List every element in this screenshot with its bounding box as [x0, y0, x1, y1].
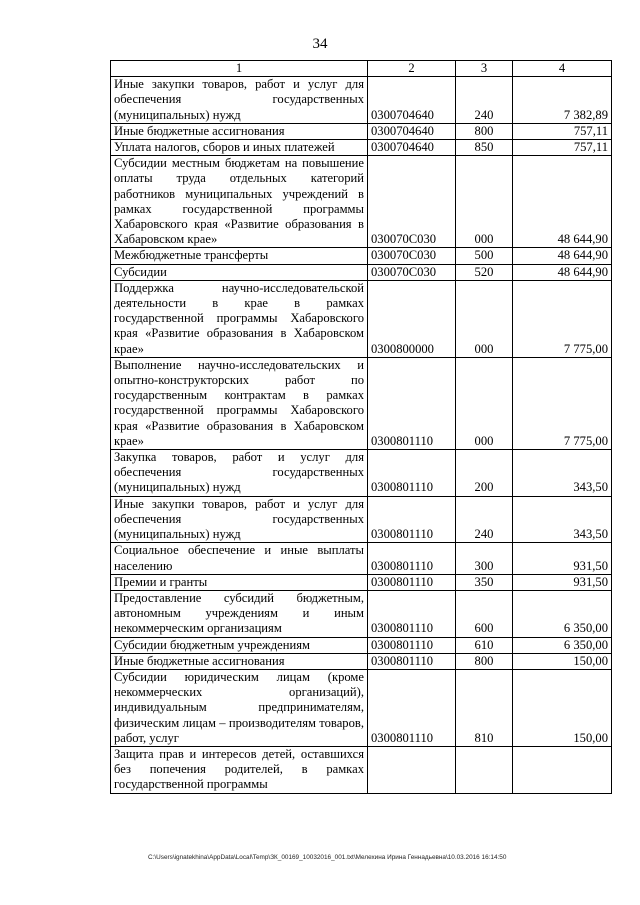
table-header-row: [111, 61, 612, 77]
row-code-cell: 0300704640: [368, 77, 456, 124]
row-sum-cell: 48 644,90: [513, 156, 612, 248]
row-sum-cell: 150,00: [513, 669, 612, 746]
table-row: [111, 248, 612, 264]
row-code-cell: 0300801110: [368, 653, 456, 669]
table-row: [111, 496, 612, 543]
row-sum-cell: 7 382,89: [513, 77, 612, 124]
row-sum-cell: [513, 746, 612, 793]
table-row: [111, 637, 612, 653]
row-code-cell: 0300801110: [368, 574, 456, 590]
row-name-cell: Социальное обеспечение и иные выплаты населению: [111, 543, 368, 574]
row-expense-type-cell: 240: [456, 496, 513, 543]
row-sum-cell: 757,11: [513, 140, 612, 156]
row-name-cell: Поддержка научно-исследовательской деятельности в крае в рамках государственной программы Хабаровского края «Развитие образования в Хабаровском крае»: [111, 280, 368, 357]
row-name-cell: Предоставление субсидий бюджетным, автономным учреждениям и иным некоммерческим организациям: [111, 590, 368, 637]
row-sum-cell: 343,50: [513, 496, 612, 543]
row-sum-cell: 48 644,90: [513, 248, 612, 264]
row-expense-type-cell: 810: [456, 669, 513, 746]
row-code-cell: 0300704640: [368, 140, 456, 156]
table-row: [111, 450, 612, 497]
row-name-cell: Закупка товаров, работ и услуг для обеспечения государственных (муниципальных) нужд: [111, 450, 368, 497]
row-name-cell: Субсидии юридическим лицам (кроме некоммерческих организаций), индивидуальным предпринимателям, физическим лицам – производителям товаров, работ, услуг: [111, 669, 368, 746]
row-expense-type-cell: 850: [456, 140, 513, 156]
row-code-cell: 0300801110: [368, 669, 456, 746]
row-sum-cell: 757,11: [513, 123, 612, 139]
row-code-cell: 0300801110: [368, 450, 456, 497]
row-name-cell: Субсидии бюджетным учреждениям: [111, 637, 368, 653]
row-code-cell: 0300801110: [368, 543, 456, 574]
row-expense-type-cell: 800: [456, 123, 513, 139]
row-expense-type-cell: 350: [456, 574, 513, 590]
row-expense-type-cell: 000: [456, 357, 513, 449]
row-name-cell: Премии и гранты: [111, 574, 368, 590]
column-header: 1: [111, 61, 368, 77]
row-code-cell: 0300800000: [368, 280, 456, 357]
budget-table: [110, 60, 612, 794]
row-name-cell: Защита прав и интересов детей, оставшихся без попечения родителей, в рамках государственной программы: [111, 746, 368, 793]
row-expense-type-cell: 240: [456, 77, 513, 124]
table-row: [111, 669, 612, 746]
row-name-cell: Межбюджетные трансферты: [111, 248, 368, 264]
row-sum-cell: 7 775,00: [513, 280, 612, 357]
row-expense-type-cell: 800: [456, 653, 513, 669]
row-expense-type-cell: 500: [456, 248, 513, 264]
table-row: [111, 123, 612, 139]
row-code-cell: 0300801110: [368, 357, 456, 449]
row-code-cell: 0300801110: [368, 637, 456, 653]
row-name-cell: Субсидии местным бюджетам на повышение оплаты труда отдельных категорий работников муниципальных учреждений в рамках государственной программы Хабаровского края «Развитие образования в Хабаровском крае»: [111, 156, 368, 248]
table-row: [111, 77, 612, 124]
row-name-cell: Иные закупки товаров, работ и услуг для обеспечения государственных (муниципальных) нужд: [111, 77, 368, 124]
row-sum-cell: 150,00: [513, 653, 612, 669]
row-sum-cell: 931,50: [513, 574, 612, 590]
row-name-cell: Субсидии: [111, 264, 368, 280]
table-row: [111, 590, 612, 637]
table-row: [111, 543, 612, 574]
row-expense-type-cell: 610: [456, 637, 513, 653]
row-sum-cell: 6 350,00: [513, 590, 612, 637]
file-path-footer: C:\Users\ignatekhina\AppData\Local\Temp\ЗК_00169_10032016_001.txt\Мелехина Ирина Геннадьевна\10.03.2016 16:14:50: [148, 854, 507, 861]
row-sum-cell: 6 350,00: [513, 637, 612, 653]
row-expense-type-cell: 520: [456, 264, 513, 280]
table-row: [111, 140, 612, 156]
row-sum-cell: 343,50: [513, 450, 612, 497]
table-row: [111, 653, 612, 669]
table-row: [111, 574, 612, 590]
column-header: 3: [456, 61, 513, 77]
table-row: [111, 357, 612, 449]
row-code-cell: [368, 746, 456, 793]
table-row: [111, 264, 612, 280]
row-name-cell: Иные бюджетные ассигнования: [111, 653, 368, 669]
row-name-cell: Иные закупки товаров, работ и услуг для обеспечения государственных (муниципальных) нужд: [111, 496, 368, 543]
row-expense-type-cell: 200: [456, 450, 513, 497]
row-code-cell: 0300801110: [368, 496, 456, 543]
column-header: 2: [368, 61, 456, 77]
row-name-cell: Выполнение научно-исследовательских и опытно-конструкторских работ по государственным контрактам в рамках государственной программы Хабаровского края «Развитие образования в Хабаровском крае»: [111, 357, 368, 449]
row-expense-type-cell: 000: [456, 156, 513, 248]
row-sum-cell: 48 644,90: [513, 264, 612, 280]
row-sum-cell: 931,50: [513, 543, 612, 574]
row-code-cell: 030070С030: [368, 156, 456, 248]
row-code-cell: 0300801110: [368, 590, 456, 637]
column-header: 4: [513, 61, 612, 77]
row-code-cell: 030070С030: [368, 248, 456, 264]
page-number: 34: [312, 36, 328, 52]
row-name-cell: Уплата налогов, сборов и иных платежей: [111, 140, 368, 156]
table-row: [111, 156, 612, 248]
table-row: [111, 280, 612, 357]
row-code-cell: 030070С030: [368, 264, 456, 280]
row-code-cell: 0300704640: [368, 123, 456, 139]
row-expense-type-cell: [456, 746, 513, 793]
row-expense-type-cell: 300: [456, 543, 513, 574]
table-row: [111, 746, 612, 793]
row-expense-type-cell: 000: [456, 280, 513, 357]
row-expense-type-cell: 600: [456, 590, 513, 637]
row-name-cell: Иные бюджетные ассигнования: [111, 123, 368, 139]
row-sum-cell: 7 775,00: [513, 357, 612, 449]
